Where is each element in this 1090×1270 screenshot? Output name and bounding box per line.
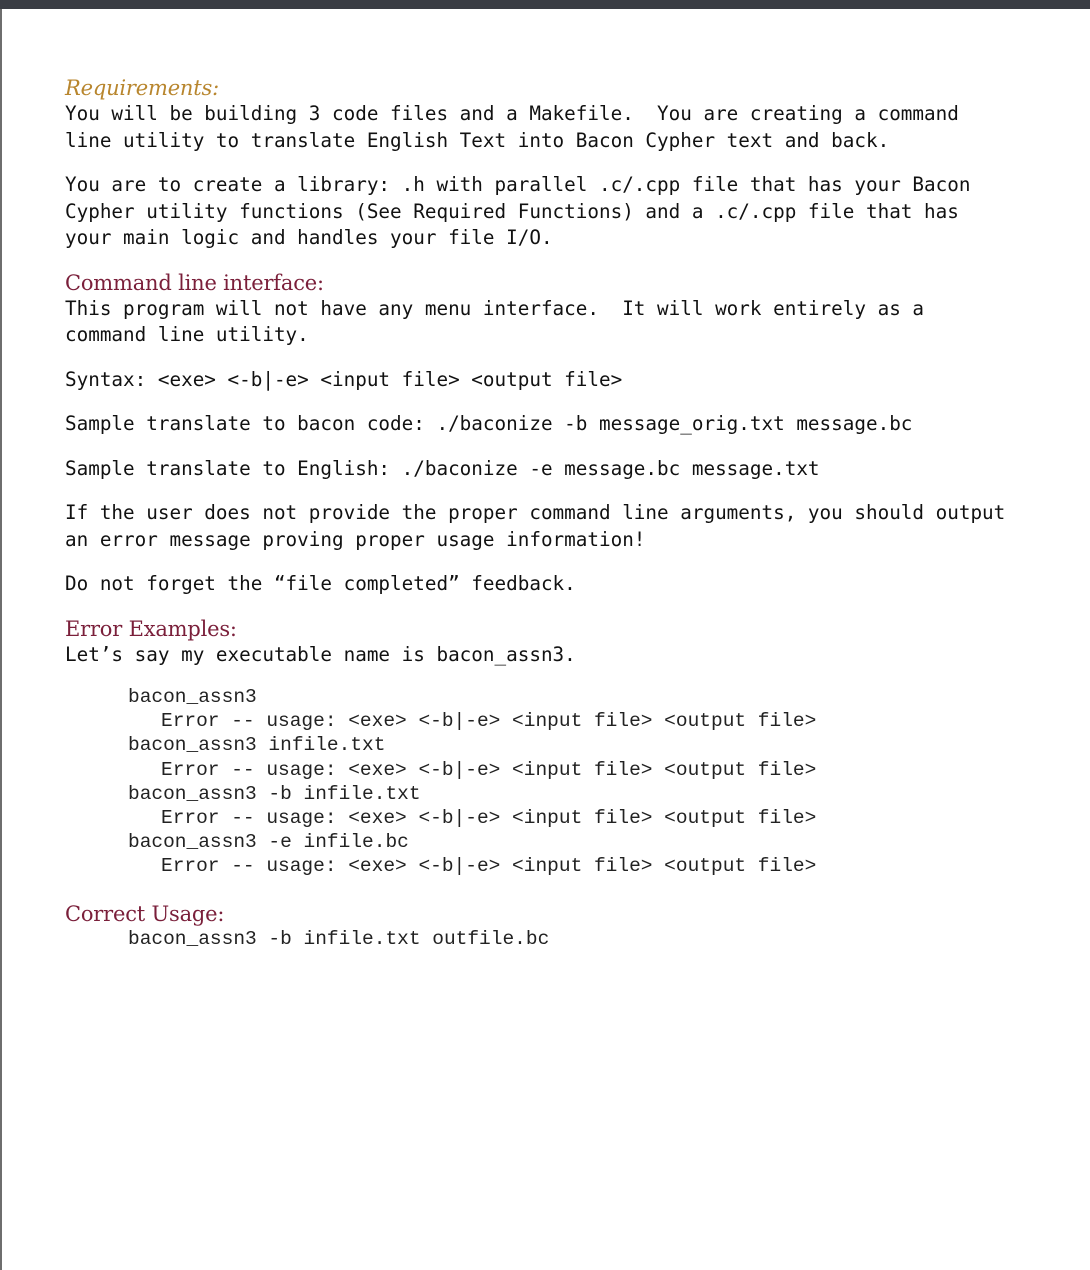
error-examples-code-block (128, 685, 1065, 879)
example-error (128, 806, 1065, 830)
error-note-line-2: an error message proving proper usage information! (65, 527, 646, 551)
cli-paragraph-line-2: command line utility. (65, 323, 309, 346)
cli-paragraph-line-1: This program will not have any menu interface. It will work entirely as a (65, 296, 925, 320)
sample-bacon-line: Sample translate to bacon code: ./baconize -b message_orig.txt message.bc (65, 412, 913, 435)
requirements-paragraph-2-line-1: You are to create a library: .h with parallel .c/.cpp file that has your Bacon (65, 173, 971, 196)
requirements-paragraph-2-line-2: Cypher utility functions (See Required Functions) and a .c/.cpp file that has (65, 199, 959, 223)
requirements-paragraph-2-line-3: your main logic and handles your file I/O. (65, 226, 553, 249)
example-command: bacon_assn3 infile.txt (128, 734, 386, 757)
example-command: bacon_assn3 -b infile.txt (128, 782, 421, 805)
error-examples-intro: Let’s say my executable name is bacon_assn3. (65, 642, 576, 666)
document-content (65, 75, 1065, 951)
correct-usage-heading: Correct Usage: (65, 901, 225, 926)
syntax-line: Syntax: <exe> <-b|-e> <input file> <output file> (65, 367, 623, 391)
document-page (2, 9, 1090, 1270)
example-error-text: Error -- usage: <exe> <-b|-e> <input file> <output file> (161, 710, 817, 733)
example-error (128, 854, 1065, 878)
example-error-text: Error -- usage: <exe> <-b|-e> <input file> <output file> (161, 855, 817, 878)
requirements-paragraph-1-line-2: line utility to translate English Text into Bacon Cypher text and back. (65, 128, 890, 152)
window-top-bar (0, 0, 1090, 9)
error-note-line-1: If the user does not provide the proper command line arguments, you should output (65, 501, 1006, 524)
cli-heading: Command line interface: (65, 270, 324, 295)
example-command: bacon_assn3 -e infile.bc (128, 831, 409, 854)
example-error (128, 758, 1065, 782)
example-command: bacon_assn3 (128, 686, 257, 708)
requirements-paragraph-1-line-1: You will be building 3 code files and a Makefile. You are creating a command (65, 102, 959, 125)
example-error-text: Error -- usage: <exe> <-b|-e> <input file> <output file> (161, 807, 817, 830)
error-examples-heading: Error Examples: (65, 616, 237, 641)
example-error-text: Error -- usage: <exe> <-b|-e> <input file> <output file> (161, 758, 817, 781)
example-error (128, 709, 1065, 733)
correct-usage-code-block (128, 927, 1065, 951)
feedback-note: Do not forget the “file completed” feedback. (65, 572, 576, 595)
sample-english-line: Sample translate to English: ./baconize -e message.bc message.txt (65, 456, 820, 480)
correct-usage-command: bacon_assn3 -b infile.txt outfile.bc (128, 927, 550, 950)
requirements-heading: Requirements: (65, 76, 219, 100)
